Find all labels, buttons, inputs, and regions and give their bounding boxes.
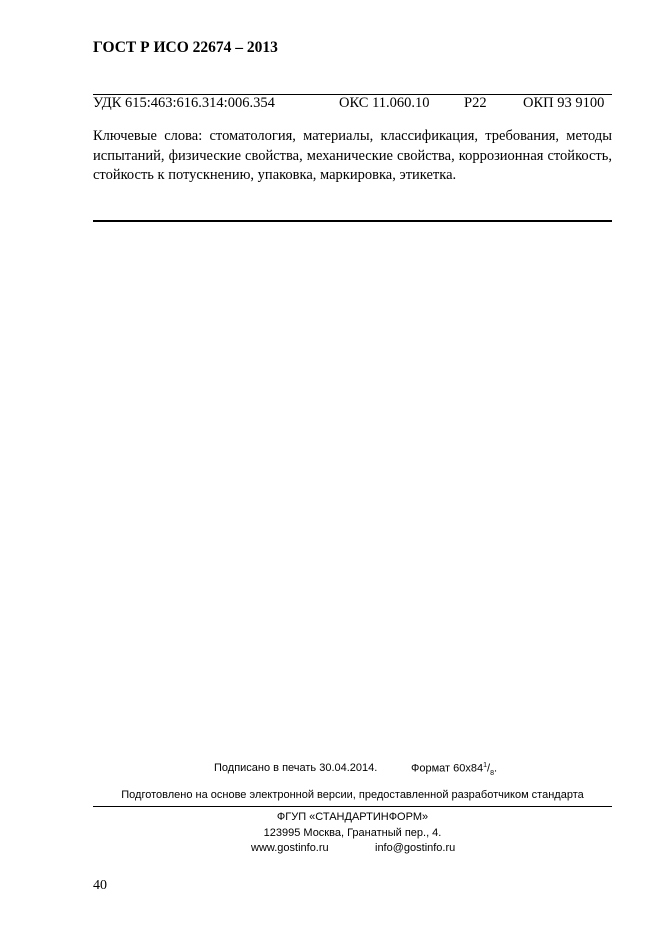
format-den: 8 bbox=[490, 769, 494, 777]
oks-code: ОКС 11.060.10 bbox=[339, 95, 430, 111]
email-link[interactable]: info@gostinfo.ru bbox=[375, 842, 456, 854]
page-number: 40 bbox=[93, 878, 107, 893]
format-num: 1 bbox=[483, 762, 488, 769]
page-title: ГОСТ Р ИСО 22674 – 2013 bbox=[93, 39, 278, 56]
signed-date: Подписано в печать 30.04.2014. bbox=[214, 762, 378, 774]
website-link[interactable]: www.gostinfo.ru bbox=[251, 842, 329, 854]
prepared-note: Подготовлено на основе электронной версии, предоставленной разработчиком стандарта bbox=[121, 789, 584, 801]
format-suffix: . bbox=[493, 762, 498, 775]
publisher: ФГУП «СТАНДАРТИНФОРМ» bbox=[276, 811, 429, 823]
thick-divider bbox=[93, 220, 612, 222]
udk-code: УДК 615:463:616.314:006.354 bbox=[93, 95, 275, 111]
address: 123995 Москва, Гранатный пер., 4. bbox=[263, 827, 442, 839]
okp-code: ОКП 93 9100 bbox=[523, 95, 605, 111]
group-code: Р22 bbox=[464, 95, 487, 111]
format-prefix: Формат 60x84 bbox=[411, 762, 484, 775]
footer-divider bbox=[93, 806, 612, 807]
keywords-paragraph: Ключевые слова: стоматология, материалы, классификация, требования, методы испытаний, физические свойства, механические свойства, коррозионная стойкость, стойкость к потускнению, упаковка, маркировка, этикетка. bbox=[93, 128, 612, 183]
format: Формат $60x84^1/_8$. bbox=[411, 762, 498, 777]
